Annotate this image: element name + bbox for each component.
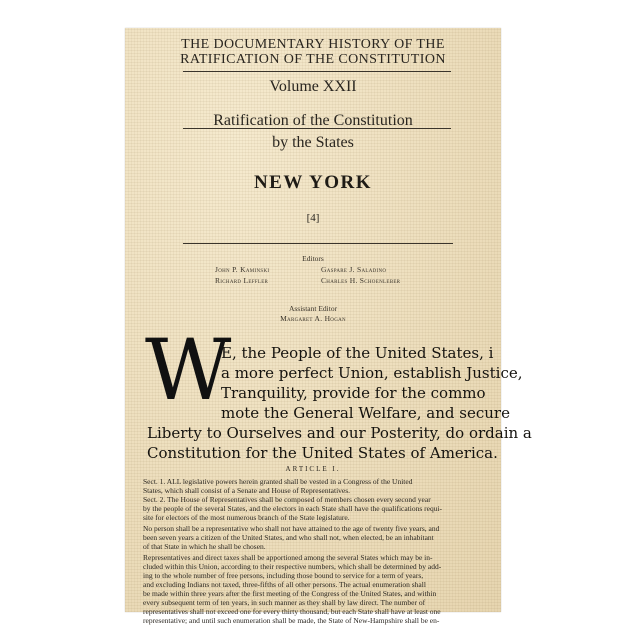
article-line: been seven years a citizen of the United States, and who shall not, when elected, be an inhabitant (143, 533, 434, 542)
article-line: Sect. 1. ALL legislative powers herein granted shall be vested in a Congress of the United (143, 477, 413, 486)
series-title-line-2: RATIFICATION OF THE CONSTITUTION (180, 52, 446, 67)
assistant-editor-label: Assistant Editor (288, 304, 338, 313)
preamble-line: E, the People of the United States, i (221, 344, 494, 362)
article-line: representative; and until such enumeration shall be made, the State of New-Hampshire shall be en- (143, 616, 440, 625)
series-title-line-1: THE DOCUMENTARY HISTORY OF THE (181, 37, 445, 52)
article-line: and excluding Indians not taxed, three-fifths of all other persons. The actual enumeration shall (143, 580, 426, 589)
subtitle-line-1: Ratification of the Constitution (213, 112, 413, 129)
preamble-line: a more perfect Union, establish Justice, (221, 364, 523, 382)
part-number: [4] (306, 212, 320, 224)
article-line: be made within three years after the first meeting of the Congress of the United States, and within (143, 589, 437, 598)
editors-label: Editors (302, 254, 324, 263)
series-title (125, 37, 501, 67)
article-line: by the people of the several States, and the electors in each State shall have the qualifications requi- (143, 504, 443, 513)
subtitle-line-2: by the States (272, 134, 354, 151)
article-line: States, which shall consist of a Senate and House of Representatives. (143, 486, 351, 495)
article-line: Sect. 2. The House of Representatives shall be composed of members chosen every second year (143, 495, 431, 504)
subtitle (125, 110, 501, 154)
article-line: ing to the whole number of free persons, including those bound to service for a term of years, (143, 571, 424, 580)
article-line: representatives shall not exceed one for every thirty thousand, but each State shall have at least one (143, 607, 441, 616)
article-line: of that State in which he shall be chosen. (143, 542, 266, 551)
article-line: site for electors of the most numerous branch of the State legislature. (143, 513, 350, 522)
book-cover (125, 28, 532, 625)
article-line: Representatives and direct taxes shall be apportioned among the several States which may be in- (143, 553, 433, 562)
preamble-drop-cap: W (145, 321, 232, 419)
divider-rule (183, 243, 453, 244)
editor-name: John P. Kaminski (215, 265, 270, 274)
state-title: NEW YORK (253, 172, 373, 193)
editor-name: Richard Leffler (215, 276, 269, 285)
editor-name: Gaspare J. Saladino (321, 265, 387, 274)
article-heading: ARTICLE I. (285, 465, 341, 473)
preamble-line: Liberty to Ourselves and our Posterity, do ordain a (147, 424, 532, 442)
article-line: cluded within this Union, according to their respective numbers, which shall be determined by add- (143, 562, 442, 571)
editor-name: Charles H. Schoenleber (321, 276, 401, 285)
volume-number: Volume XXII (269, 78, 357, 95)
divider-rule (183, 71, 451, 72)
article-line: No person shall be a representative who shall not have attained to the age of twenty five years, and (143, 524, 440, 533)
assistant-editor-name: Margaret A. Hogan (280, 314, 346, 323)
preamble-line: Tranquility, provide for the commo (221, 384, 486, 402)
preamble-line: mote the General Welfare, and secure (221, 404, 510, 422)
article-line: every subsequent term of ten years, in such manner as they shall by law direct. The number of (143, 598, 426, 607)
preamble-line: Constitution for the United States of America. (147, 444, 498, 462)
